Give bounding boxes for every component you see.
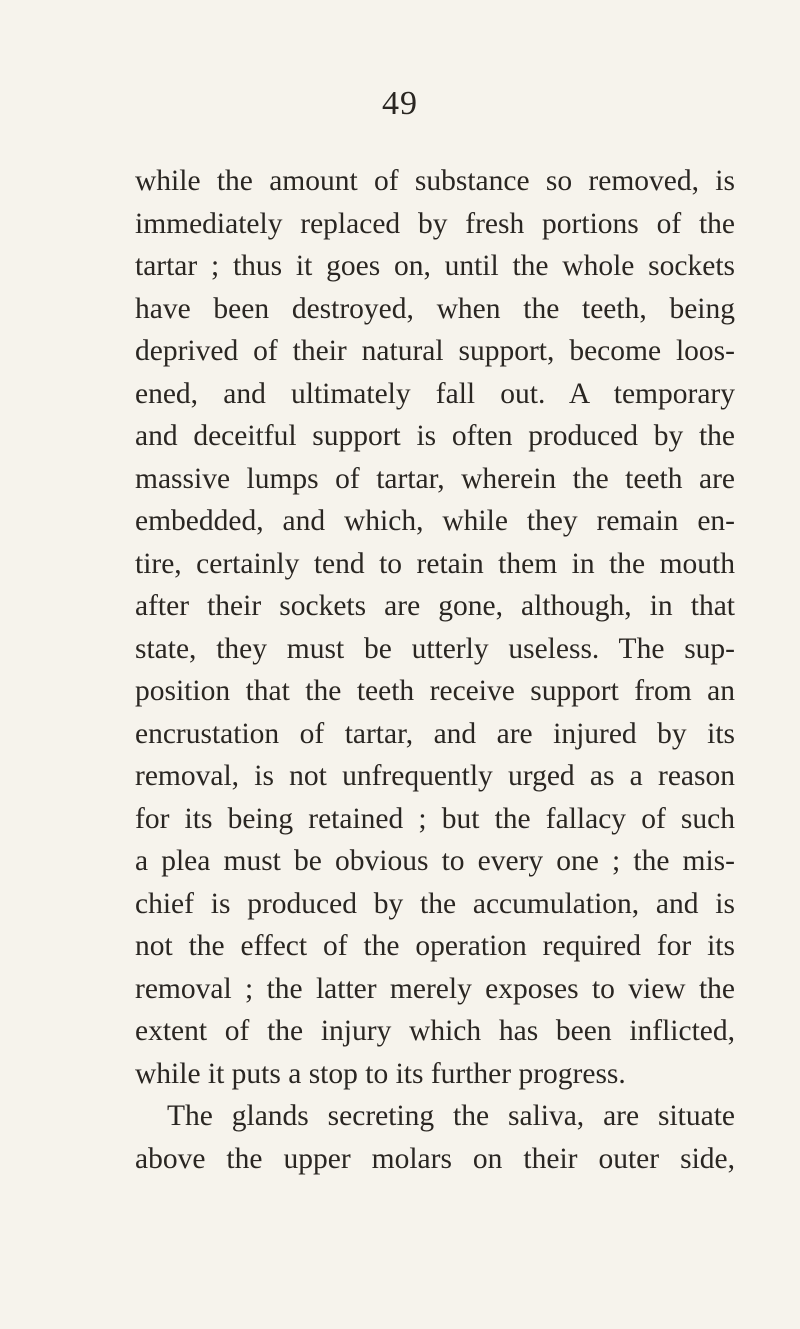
text-line: chief is produced by the accumulation, and is	[135, 887, 735, 920]
text-line: not the effect of the operation required for its	[135, 930, 735, 962]
text-line: immediately replaced by fresh portions of the	[135, 207, 735, 240]
page-number: 49	[382, 85, 418, 122]
text-line: tire, certainly tend to retain them in the mouth	[135, 547, 735, 580]
text-line: above the upper molars on their outer side,	[135, 1142, 735, 1175]
text-line: after their sockets are gone, although, in that	[135, 590, 735, 622]
text-line: state, they must be utterly useless. The sup-	[135, 632, 735, 665]
text-line: tartar ; thus it goes on, until the whole sockets	[135, 250, 735, 282]
text-line: removal ; the latter merely exposes to view the	[135, 972, 735, 1005]
paragraph-end-line: while it puts a stop to its further progress.	[135, 1057, 626, 1090]
text-line: ened, and ultimately fall out. A temporary	[135, 377, 735, 410]
text-line: deprived of their natural support, become loos-	[135, 335, 735, 367]
text-line: position that the teeth receive support from an	[135, 675, 735, 707]
text-line: extent of the injury which has been inflicted,	[135, 1015, 735, 1047]
text-line: for its being retained ; but the fallacy of such	[135, 802, 735, 835]
text-line: embedded, and which, while they remain en-	[135, 505, 735, 537]
text-line: have been destroyed, when the teeth, being	[135, 292, 735, 325]
text-line: a plea must be obvious to every one ; the mis-	[135, 845, 735, 877]
text-line: massive lumps of tartar, wherein the teeth are	[135, 462, 735, 495]
text-line: encrustation of tartar, and are injured by its	[135, 717, 735, 750]
text-line: while the amount of substance so removed, is	[135, 165, 735, 197]
body-text	[135, 160, 735, 1180]
text-line: removal, is not unfrequently urged as a reason	[135, 760, 735, 792]
text-line: and deceitful support is often produced by the	[135, 420, 735, 452]
paragraph-start-line: The glands secreting the saliva, are situate	[167, 1100, 735, 1132]
